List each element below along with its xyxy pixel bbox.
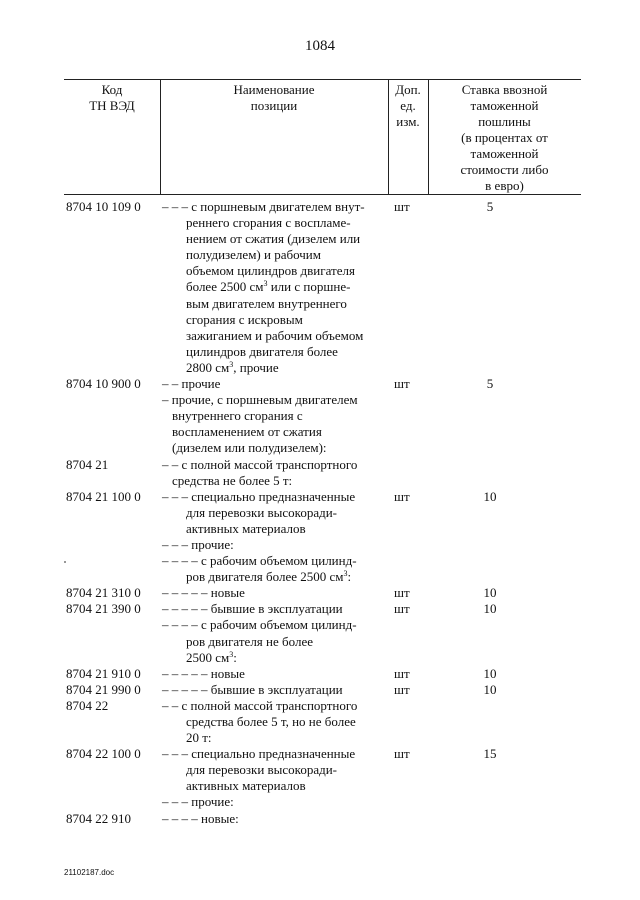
header-bottom-rule bbox=[64, 194, 581, 195]
row-description-line: – – – – – бывшие в эксплуатации bbox=[162, 601, 343, 617]
row-rate: 10 bbox=[483, 681, 497, 697]
row-description bbox=[162, 392, 390, 456]
row-code: 8704 10 109 0 bbox=[66, 199, 141, 214]
table-row bbox=[0, 553, 640, 585]
superscript: 3 bbox=[343, 569, 348, 579]
table-row bbox=[0, 537, 640, 553]
row-description-line: – – – прочие: bbox=[162, 536, 234, 552]
row-description bbox=[162, 457, 390, 489]
row-code: 8704 21 100 0 bbox=[66, 488, 141, 504]
row-description-line: (дизелем или полудизелем): bbox=[172, 440, 327, 456]
row-description-line: – – – – с рабочим объемом цилинд- bbox=[162, 553, 357, 569]
table-row bbox=[0, 617, 640, 665]
row-description-line: внутреннего сгорания с bbox=[172, 408, 303, 424]
table-row bbox=[0, 392, 640, 456]
row-description-line: ров двигателя более 2500 $см^3$: bbox=[186, 569, 352, 585]
row-rate: 5 bbox=[486, 376, 494, 392]
row-description bbox=[162, 698, 390, 746]
header-unit-line: ед. bbox=[400, 98, 416, 113]
row-description-line: зажиганием и рабочим объемом bbox=[186, 327, 364, 343]
row-description bbox=[162, 666, 390, 682]
row-description-line: – – прочие bbox=[162, 376, 221, 392]
table-row bbox=[0, 666, 640, 682]
row-rate: 10 bbox=[483, 665, 497, 681]
row-description bbox=[162, 617, 390, 665]
header-rate-line: таможенной bbox=[470, 146, 539, 161]
row-rate: 5 bbox=[486, 199, 494, 214]
page-number: 1084 bbox=[305, 38, 335, 54]
row-description-line: активных материалов bbox=[186, 520, 306, 536]
row-code: 8704 21 910 0 bbox=[66, 665, 141, 681]
row-description-line: объемом цилиндров двигателя bbox=[186, 263, 355, 279]
row-unit: шт bbox=[394, 376, 410, 392]
row-description-line: – – – – – бывшие в эксплуатации bbox=[162, 681, 343, 697]
table-row bbox=[0, 376, 640, 392]
row-description-line: – – – с поршневым двигателем внут- bbox=[162, 199, 365, 214]
row-description-line: цилиндров двигателя более bbox=[186, 343, 338, 359]
row-description-line: реннего сгорания с воспламе- bbox=[186, 215, 351, 231]
row-description bbox=[162, 601, 390, 617]
row-rate: 15 bbox=[483, 746, 497, 762]
row-code: 8704 21 990 0 bbox=[66, 681, 141, 697]
row-code: 8704 21 bbox=[66, 456, 109, 472]
table-row bbox=[0, 682, 640, 698]
header-rate bbox=[428, 82, 581, 194]
header-unit bbox=[388, 82, 428, 130]
row-code: 8704 22 100 0 bbox=[66, 746, 141, 762]
tariff-table-body bbox=[0, 199, 640, 827]
footer-filename: 21102187.doc bbox=[64, 868, 115, 877]
row-unit: шт bbox=[394, 601, 410, 617]
header-code-line: Код bbox=[101, 82, 123, 97]
row-description-line: – – – прочие: bbox=[162, 794, 234, 810]
table-row bbox=[0, 601, 640, 617]
header-rate-line: в евро) bbox=[485, 178, 524, 193]
table-row bbox=[0, 746, 640, 794]
row-description-line: – – – – – новые bbox=[162, 585, 245, 601]
row-unit: шт bbox=[394, 585, 410, 601]
superscript: 3 bbox=[229, 649, 234, 659]
row-description-line: более 2500 $см^3$ или с поршне- bbox=[186, 279, 351, 295]
row-description bbox=[162, 537, 390, 553]
row-description-line: 2800 $см^3$, прочие bbox=[186, 359, 279, 375]
row-code: 8704 22 bbox=[66, 697, 109, 713]
row-description-line: нением от сжатия (дизелем или bbox=[186, 231, 361, 247]
table-row bbox=[0, 698, 640, 746]
row-code: 8704 10 900 0 bbox=[66, 376, 141, 392]
row-description-line: 20 т: bbox=[186, 730, 212, 746]
row-description-line: – прочие, с поршневым двигателем bbox=[162, 392, 358, 408]
row-description-line: вым двигателем внутреннего bbox=[186, 295, 347, 311]
row-description-line: – – с полной массой транспортного bbox=[162, 697, 358, 713]
row-description-line: 2500 $см^3$: bbox=[186, 649, 237, 665]
row-description-line: – – с полной массой транспортного bbox=[162, 456, 358, 472]
header-rate-line: Ставка ввозной bbox=[461, 82, 548, 97]
row-description-line: полудизелем) и рабочим bbox=[186, 247, 321, 263]
header-rate-line: (в процентах от bbox=[461, 130, 548, 145]
header-code-line: ТН ВЭД bbox=[89, 98, 135, 113]
superscript: 3 bbox=[263, 279, 268, 289]
row-rate: 10 bbox=[483, 488, 497, 504]
row-description-line: – – – – – новые bbox=[162, 665, 245, 681]
row-description-line: средства не более 5 т: bbox=[172, 472, 293, 488]
header-name-line: позиции bbox=[250, 98, 298, 113]
header-rate-line: стоимости либо bbox=[460, 162, 549, 177]
row-description-line: для перевозки высокоради- bbox=[186, 762, 338, 778]
row-description bbox=[162, 553, 390, 585]
row-description-line: сгорания с искровым bbox=[186, 311, 303, 327]
row-description-line: – – – – новые: bbox=[162, 810, 239, 826]
header-rate-line: пошлины bbox=[478, 114, 531, 129]
row-description bbox=[162, 746, 390, 794]
scan-speck bbox=[64, 561, 66, 563]
row-unit: шт bbox=[394, 746, 410, 762]
row-unit: шт bbox=[394, 199, 410, 214]
table-row bbox=[0, 585, 640, 601]
row-description bbox=[162, 811, 390, 827]
header-unit-line: изм. bbox=[396, 114, 420, 129]
row-description bbox=[162, 585, 390, 601]
row-description-line: – – – специально предназначенные bbox=[162, 746, 356, 762]
row-description-line: – – – специально предназначенные bbox=[162, 488, 356, 504]
header-rate-line: таможенной bbox=[470, 98, 539, 113]
row-description bbox=[162, 682, 390, 698]
table-row bbox=[0, 794, 640, 810]
superscript: 3 bbox=[229, 359, 234, 369]
header-unit-line: Доп. bbox=[395, 82, 421, 97]
row-code: 8704 21 390 0 bbox=[66, 601, 141, 617]
header-name bbox=[160, 82, 388, 114]
row-description bbox=[162, 489, 390, 537]
row-description bbox=[162, 376, 390, 392]
row-unit: шт bbox=[394, 681, 410, 697]
row-description-line: ров двигателя не более bbox=[186, 633, 313, 649]
row-code: 8704 22 910 bbox=[66, 810, 131, 826]
row-unit: шт bbox=[394, 488, 410, 504]
table-row bbox=[0, 811, 640, 827]
row-description bbox=[162, 199, 390, 376]
row-rate: 10 bbox=[483, 585, 497, 601]
row-description-line: средства более 5 т, но не более bbox=[186, 714, 356, 729]
header-top-rule bbox=[64, 79, 581, 80]
header-code bbox=[64, 82, 160, 114]
row-unit: шт bbox=[394, 665, 410, 681]
header-name-line: Наименование bbox=[233, 82, 315, 97]
row-code: 8704 21 310 0 bbox=[66, 585, 141, 601]
row-description-line: для перевозки высокоради- bbox=[186, 504, 338, 520]
row-description bbox=[162, 794, 390, 810]
table-row bbox=[0, 457, 640, 489]
table-row bbox=[0, 199, 640, 376]
table-row bbox=[0, 489, 640, 537]
row-rate: 10 bbox=[483, 601, 497, 617]
row-description-line: воспламенением от сжатия bbox=[172, 424, 322, 440]
row-description-line: активных материалов bbox=[186, 778, 306, 794]
row-description-line: – – – – с рабочим объемом цилинд- bbox=[162, 617, 357, 633]
